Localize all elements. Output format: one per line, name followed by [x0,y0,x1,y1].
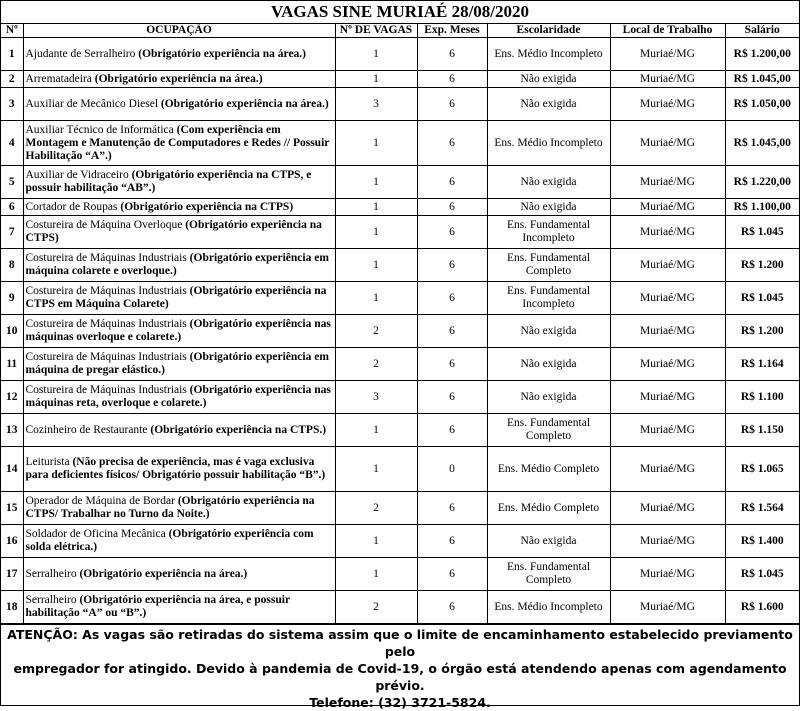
vacancies-cell: 3 [335,88,417,121]
row-number: 1 [1,38,23,71]
row-number: 8 [1,249,23,282]
vacancies-table [1,24,799,624]
vacancies-cell: 1 [335,38,417,71]
salary-cell: R$ 1.164 [725,348,799,381]
attention-notice [1,624,799,711]
salary-cell: R$ 1.100,00 [725,199,799,216]
experience-cell: 6 [417,88,487,121]
row-number: 13 [1,414,23,447]
table-row [1,88,799,121]
salary-cell: R$ 1.400 [725,525,799,558]
vacancies-cell: 1 [335,249,417,282]
vacancies-cell: 2 [335,348,417,381]
job-requirement: (Obrigatório experiência na área, e possuir habilitação “A” ou “B”.) [25,594,290,619]
occupation-cell [23,348,335,381]
experience-cell: 6 [417,381,487,414]
job-title: Leiturista [25,456,73,468]
table-row [1,348,799,381]
job-requirement: (Obrigatório experiência na área.) [160,97,329,110]
occupation-cell [23,71,335,88]
salary-cell: R$ 1.045 [725,558,799,591]
table-row [1,558,799,591]
table-row [1,447,799,492]
salary-cell: R$ 1.564 [725,492,799,525]
occupation-cell [23,166,335,199]
experience-cell: 6 [417,199,487,216]
job-requirement: (Obrigatório experiência na CTPS, e possuir habilitação “AB”.) [25,169,312,194]
notice-line: empregador for atingido. Devido à pandemia de Covid-19, o órgão está atendendo apenas com agendamento prévio. [13,661,787,693]
experience-cell: 6 [417,591,487,624]
vacancies-cell: 1 [335,282,417,315]
occupation-cell [23,447,335,492]
job-title: Costureira de Máquinas Industriais [25,318,190,330]
job-title: Operador de Máquina de Bordar [25,495,178,507]
experience-cell: 6 [417,166,487,199]
location-cell: Muriaé/MG [610,121,725,166]
location-cell: Muriaé/MG [610,525,725,558]
salary-cell: R$ 1.220,00 [725,166,799,199]
job-requirement: (Obrigatório experiência na CTPS) [25,219,322,244]
education-cell: Ens. Médio Incompleto [487,38,610,71]
job-requirement: (Obrigatório experiência na área.) [79,567,248,580]
education-cell: Ens. Fundamental Completo [487,414,610,447]
vacancies-cell: 1 [335,558,417,591]
location-cell: Muriaé/MG [610,216,725,249]
location-cell: Muriaé/MG [610,414,725,447]
education-cell: Não exigida [487,525,610,558]
table-row [1,381,799,414]
experience-cell: 6 [417,558,487,591]
occupation-cell [23,381,335,414]
salary-cell: R$ 1.050,00 [725,88,799,121]
salary-cell: R$ 1.045 [725,216,799,249]
salary-cell: R$ 1.200,00 [725,38,799,71]
experience-cell: 6 [417,249,487,282]
row-number: 15 [1,492,23,525]
job-requirement: (Obrigatório experiência na CTPS) [120,200,294,213]
occupation-cell [23,525,335,558]
row-number: 4 [1,121,23,166]
job-title: Arrematadeira [25,72,95,85]
location-cell: Muriaé/MG [610,249,725,282]
vacancies-cell: 1 [335,414,417,447]
job-title: Serralheiro [25,594,80,606]
job-requirement: (Obrigatório experiência em máquina colarete e overloque.) [25,252,329,277]
occupation-cell [23,591,335,624]
job-title: Auxiliar de Vidraceiro [25,169,132,181]
education-cell: Ens. Médio Incompleto [487,591,610,624]
row-number: 5 [1,166,23,199]
job-requirement: (Com experiência em Montagem e Manutenção de Computadores e Redes // Possuir Habilitação “A”.) [25,123,330,162]
vacancies-cell: 1 [335,199,417,216]
location-cell: Muriaé/MG [610,558,725,591]
table-row [1,591,799,624]
education-cell: Não exigida [487,315,610,348]
experience-cell: 6 [417,492,487,525]
education-cell: Ens. Fundamental Completo [487,558,610,591]
vacancies-cell: 1 [335,71,417,88]
experience-cell: 6 [417,315,487,348]
row-number: 16 [1,525,23,558]
row-number: 12 [1,381,23,414]
education-cell: Não exigida [487,199,610,216]
experience-cell: 6 [417,525,487,558]
table-row [1,249,799,282]
location-cell: Muriaé/MG [610,166,725,199]
education-cell: Não exigida [487,71,610,88]
header-education: Escolaridade [487,24,610,38]
location-cell: Muriaé/MG [610,447,725,492]
header-location: Local de Trabalho [610,24,725,38]
job-requirement: (Não precisa de experiência, mas é vaga exclusiva para deficientes físicos/ Obrigatório possuir habilitação “B”.) [25,456,326,481]
vacancies-cell: 2 [335,315,417,348]
row-number: 14 [1,447,23,492]
experience-cell: 6 [417,71,487,88]
location-cell: Muriaé/MG [610,315,725,348]
page-title: VAGAS SINE MURIAÉ 28/08/2020 [1,1,799,24]
salary-cell: R$ 1.600 [725,591,799,624]
header-experience: Exp. Meses [417,24,487,38]
vacancies-cell: 1 [335,447,417,492]
job-requirement: (Obrigatório experiência na CTPS em Máquina Colarete) [25,285,327,310]
job-title: Costureira de Máquinas Industriais [25,351,190,363]
phone-line: Telefone: (32) 3721-5824. [309,695,491,710]
salary-cell: R$ 1.045 [725,282,799,315]
education-cell: Ens. Fundamental Incompleto [487,282,610,315]
vacancies-cell: 1 [335,525,417,558]
row-number: 11 [1,348,23,381]
table-row [1,282,799,315]
location-cell: Muriaé/MG [610,199,725,216]
job-title: Auxiliar Técnico de Informática [25,123,177,136]
location-cell: Muriaé/MG [610,71,725,88]
table-row [1,216,799,249]
table-header-row [1,24,799,38]
row-number: 10 [1,315,23,348]
location-cell: Muriaé/MG [610,381,725,414]
occupation-cell [23,199,335,216]
job-title: Cortador de Roupas [25,200,121,213]
table-row [1,38,799,71]
experience-cell: 6 [417,414,487,447]
experience-cell: 6 [417,348,487,381]
job-title: Costureira de Máquinas Industriais [25,384,190,396]
salary-cell: R$ 1.065 [725,447,799,492]
location-cell: Muriaé/MG [610,591,725,624]
vacancies-cell: 1 [335,121,417,166]
row-number: 9 [1,282,23,315]
salary-cell: R$ 1.100 [725,381,799,414]
location-cell: Muriaé/MG [610,348,725,381]
occupation-cell [23,216,335,249]
location-cell: Muriaé/MG [610,88,725,121]
vacancies-cell: 1 [335,216,417,249]
education-cell: Não exigida [487,381,610,414]
notice-line: ATENÇÃO: As vagas são retiradas do sistema assim que o limite de encaminhamento estabelecido previamento pelo [7,627,793,659]
job-title: Ajudante de Serralheiro [25,47,139,60]
header-salary: Salário [725,24,799,38]
occupation-cell [23,282,335,315]
occupation-cell [23,414,335,447]
job-requirement: (Obrigatório experiência na CTPS/ Trabalhar no Turno da Noite.) [25,495,315,520]
table-row [1,166,799,199]
occupation-cell [23,558,335,591]
job-requirement: (Obrigatório experiência nas máquinas overloque e colarete.) [25,318,331,343]
job-title: Costureira de Máquina Overloque [25,219,186,231]
header-vacancies: Nº DE VAGAS [335,24,417,38]
job-title: Cozinheiro de Restaurante [25,423,151,436]
job-requirement: (Obrigatório experiência com solda elétrica.) [25,528,314,553]
salary-cell: R$ 1.200 [725,249,799,282]
table-row [1,414,799,447]
education-cell: Ens. Fundamental Completo [487,249,610,282]
salary-cell: R$ 1.045,00 [725,121,799,166]
experience-cell: 6 [417,282,487,315]
row-number: 6 [1,199,23,216]
table-body [1,38,799,624]
occupation-cell [23,38,335,71]
job-requirement: (Obrigatório experiência na CTPS.) [150,423,327,436]
table-row [1,525,799,558]
experience-cell: 6 [417,216,487,249]
job-title: Serralheiro [25,567,80,580]
row-number: 2 [1,71,23,88]
job-requirement: (Obrigatório experiência em máquina de pregar elástico.) [25,351,329,376]
row-number: 18 [1,591,23,624]
occupation-cell [23,121,335,166]
row-number: 17 [1,558,23,591]
experience-cell: 6 [417,121,487,166]
occupation-cell [23,492,335,525]
vacancies-cell: 2 [335,591,417,624]
occupation-cell [23,249,335,282]
occupation-cell [23,315,335,348]
row-number: 7 [1,216,23,249]
education-cell: Ens. Médio Completo [487,447,610,492]
table-row [1,199,799,216]
header-occupation: OCUPAÇÃO [23,24,335,38]
row-number: 3 [1,88,23,121]
experience-cell: 6 [417,38,487,71]
occupation-cell [23,88,335,121]
salary-cell: R$ 1.150 [725,414,799,447]
education-cell: Ens. Médio Incompleto [487,121,610,166]
table-row [1,492,799,525]
experience-cell: 0 [417,447,487,492]
job-title: Costureira de Máquinas Industriais [25,285,190,297]
location-cell: Muriaé/MG [610,492,725,525]
job-title: Costureira de Máquinas Industriais [25,252,190,264]
salary-cell: R$ 1.045,00 [725,71,799,88]
job-title: Soldador de Oficina Mecânica [25,528,169,540]
vacancies-cell: 1 [335,166,417,199]
table-row [1,71,799,88]
location-cell: Muriaé/MG [610,282,725,315]
table-row [1,121,799,166]
education-cell: Não exigida [487,166,610,199]
table-row [1,315,799,348]
education-cell: Ens. Fundamental Incompleto [487,216,610,249]
job-requirement: (Obrigatório experiência na área.) [94,72,263,85]
education-cell: Não exigida [487,88,610,121]
education-cell: Ens. Médio Completo [487,492,610,525]
header-num: Nº [1,24,23,38]
job-requirement: (Obrigatório experiência na área.) [138,47,307,60]
education-cell: Não exigida [487,348,610,381]
job-requirement: (Obrigatório experiência nas máquinas reta, overloque e colarete.) [25,384,331,409]
vacancies-cell: 2 [335,492,417,525]
location-cell: Muriaé/MG [610,38,725,71]
vacancies-cell: 3 [335,381,417,414]
salary-cell: R$ 1.200 [725,315,799,348]
job-title: Auxiliar de Mecânico Diesel [25,97,161,110]
